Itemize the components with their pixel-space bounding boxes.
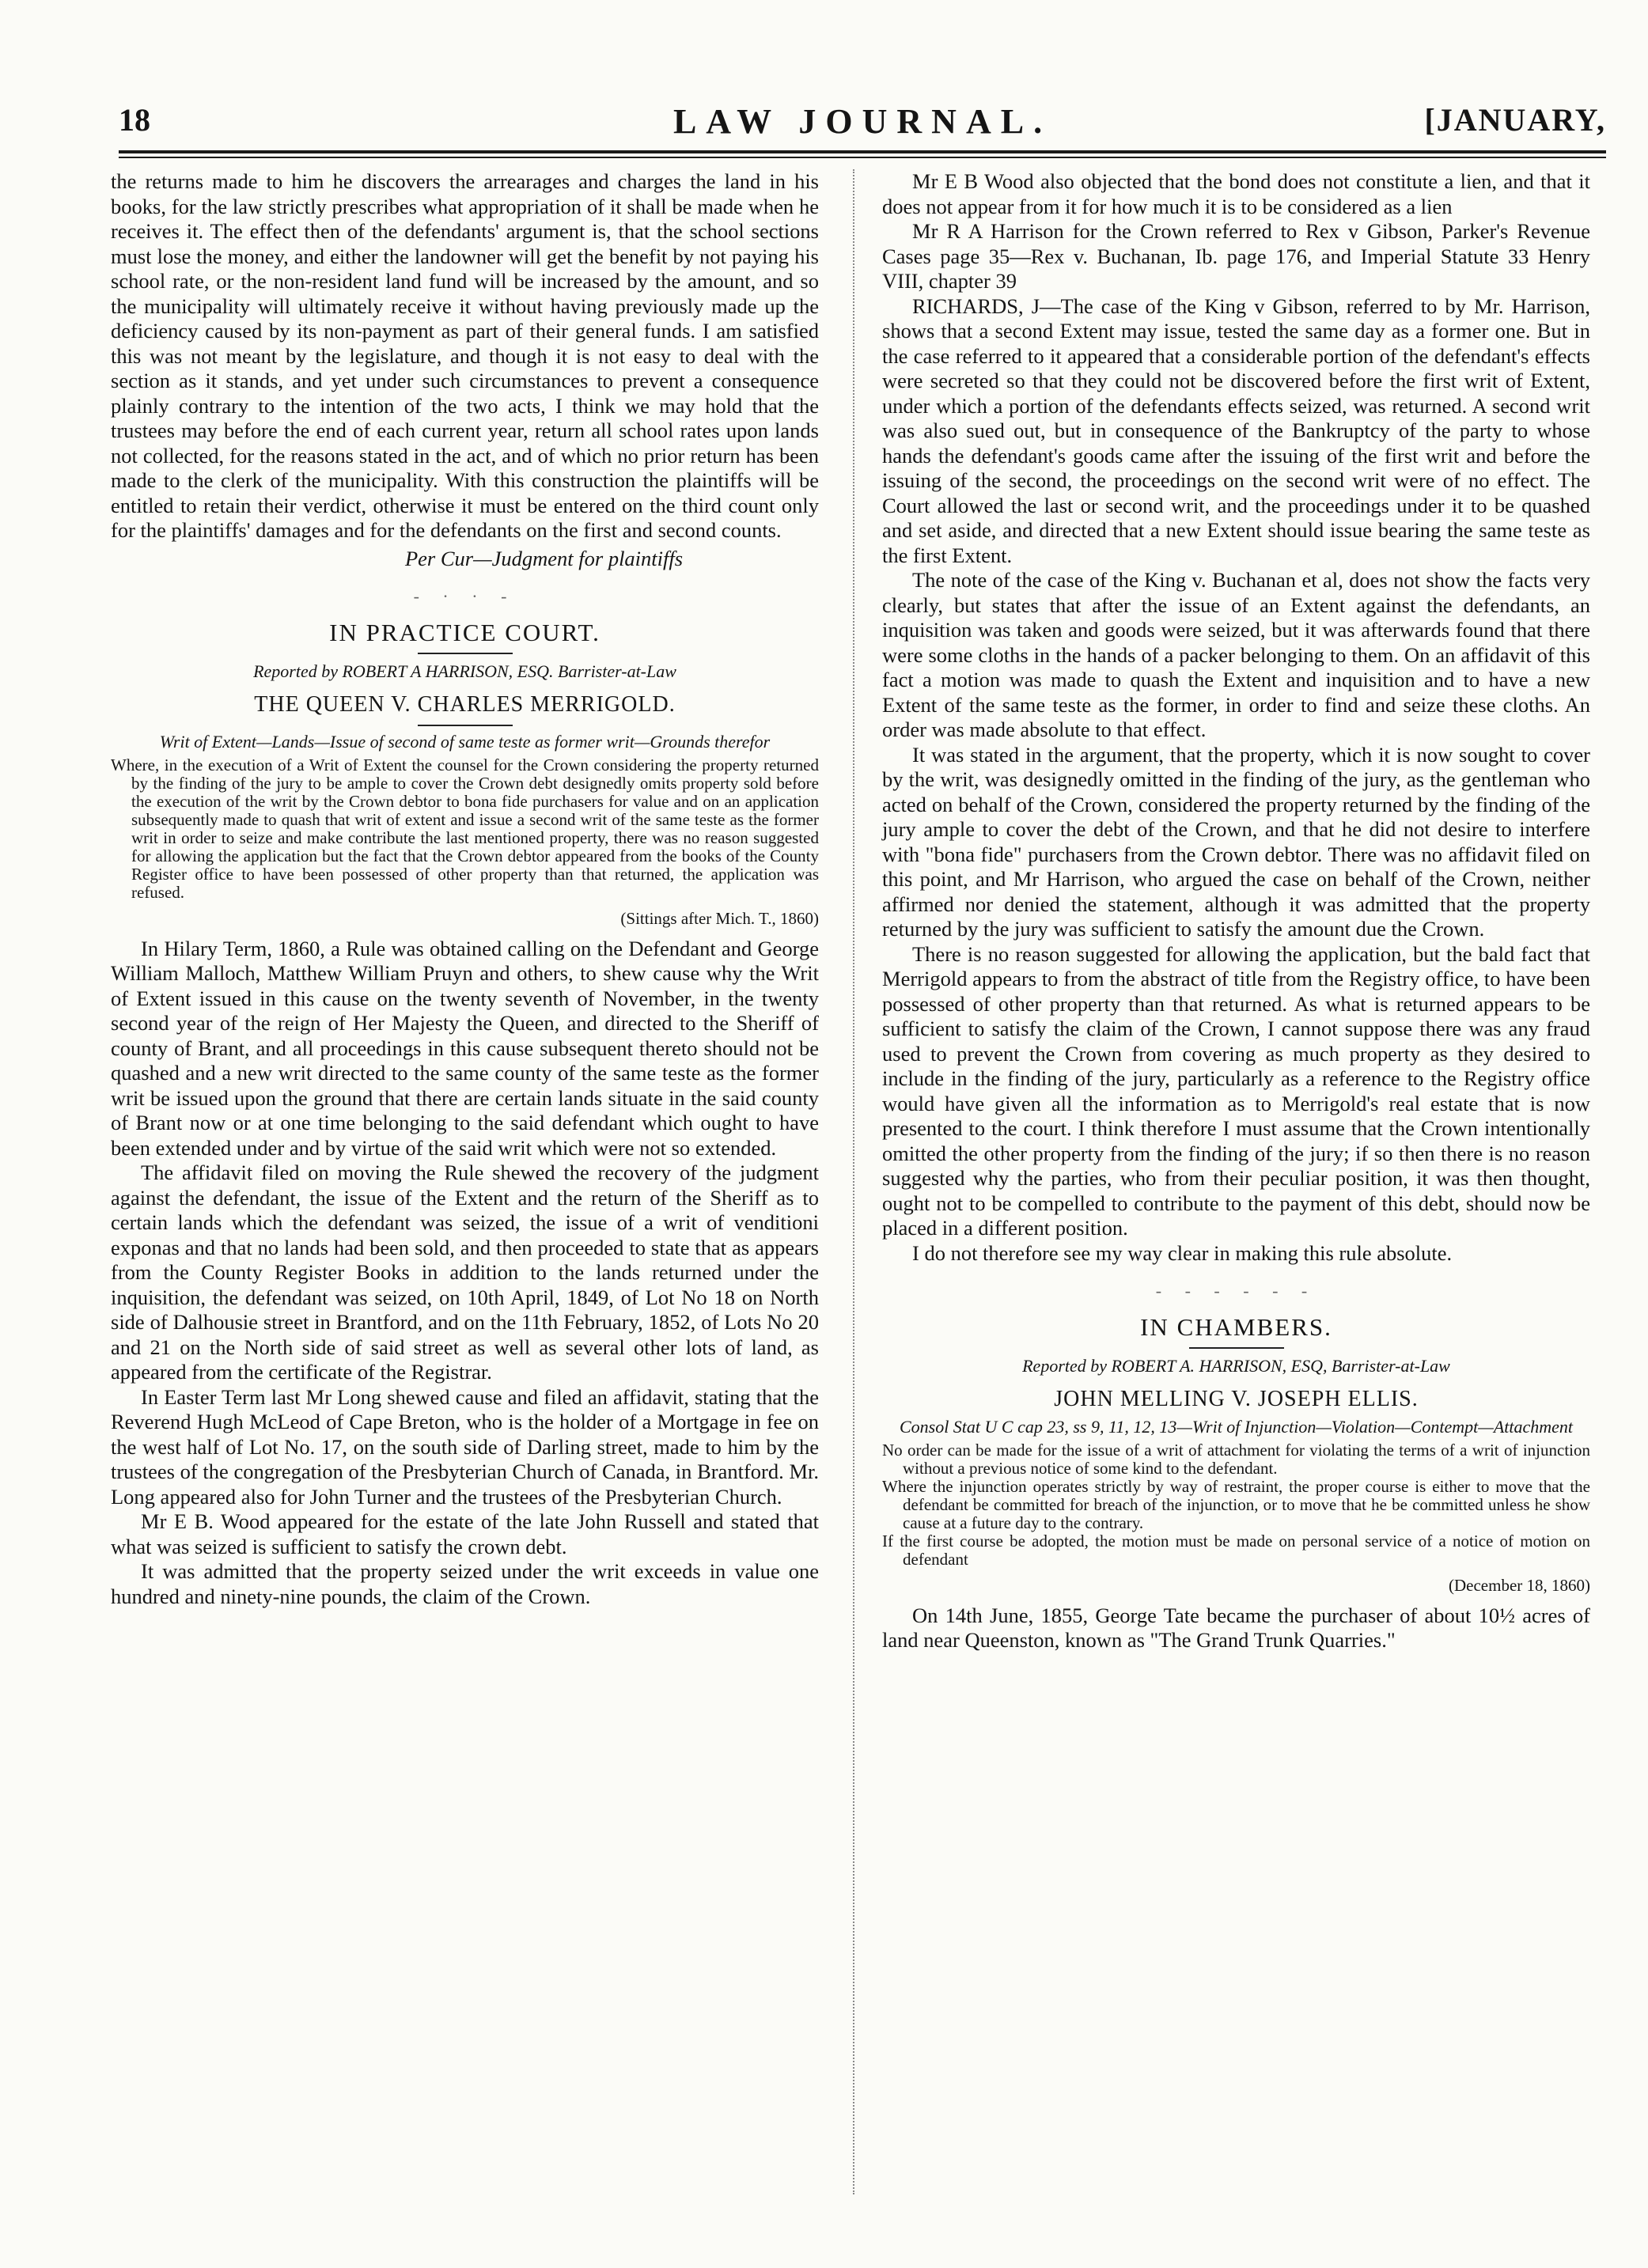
header-month: [JANUARY, xyxy=(1424,102,1606,138)
ornament-divider: - · · - xyxy=(413,586,517,606)
headnote: If the first course be adopted, the motion must be made on personal service of a notice of motion on defendant xyxy=(882,1532,1590,1569)
paragraph: Mr R A Harrison for the Crown referred to Rex v Gibson, Parker's Revenue Cases page 35—Rex v. Buchanan, Ib. page 176, and Imperial Statute 33 Henry VIII, chapter 39 xyxy=(882,219,1590,293)
paragraph: It was stated in the argument, that the property, which it is now sought to cover by the writ, was designedly omitted in the finding of the jury, as the gentleman who acted on behalf of the Crown, considered the property returned by the finding of the jury ample to cover the debt of the Crown, and that he did not desire to interfere with "bona fide" purchasers from the Crown debtor. There was no affidavit filed on this point, and Mr Harrison, who argued the case on behalf of the Crown, neither affirmed nor denied the statement, although it was admitted that the property returned by the jury was sufficient to satisfy the amount due the Crown. xyxy=(882,742,1590,941)
case-subject: Consol Stat U C cap 23, ss 9, 11, 12, 13—Writ of Injunction—Violation—Contempt—Attachment xyxy=(899,1417,1574,1437)
left-column xyxy=(111,169,819,1609)
reporter-line: Reported by ROBERT A. HARRISON, ESQ, Barrister-at-Law xyxy=(1022,1356,1450,1376)
sittings-date: (Sittings after Mich. T., 1860) xyxy=(620,909,819,928)
header-rule xyxy=(119,150,1606,153)
header-rule-thin xyxy=(119,157,1606,158)
right-column xyxy=(882,169,1590,1653)
case-subject: Writ of Extent—Lands—Issue of second of same teste as former writ—Grounds therefor xyxy=(159,732,771,752)
short-rule xyxy=(418,725,513,726)
paragraph: It was admitted that the property seized under the writ exceeds in value one hundred and ninety-nine pounds, the claim of the Crown. xyxy=(111,1559,819,1608)
paragraph: In Easter Term last Mr Long shewed cause and filed an affidavit, stating that the Reverend Hugh McLeod of Cape Breton, who is the holder of a Mortgage in fee on the west half of Lot No. 17, on the south side of Darling street, made to him by the trustees of the congregation of the Presbyterian Church of Canada, in Brantford. Mr. Long appeared also for John Turner and the trustees of the Presbyterian Church. xyxy=(111,1384,819,1509)
reporter-line: Reported by ROBERT A HARRISON, ESQ. Barrister-at-Law xyxy=(253,661,676,681)
short-rule xyxy=(1189,1347,1284,1349)
short-rule xyxy=(418,653,513,654)
chambers-heading: IN CHAMBERS. xyxy=(1140,1312,1332,1341)
paragraph: the returns made to him he discovers the arrearages and charges the land in his books, for the law strictly prescribes what appropriation of it shall be made when he receives it. The effect then of the defendants' argument is, that the school sections must lose the money, and either the landowner will get the benefit by not paying his school rate, or the non-resident land fund will be increased by the amount, and so the municipality will ultimately receive it without having previously made up the deficiency caused by its non-payment as part of their general funds. I am satisfied this was not meant by the legislature, and though it is not easy to deal with the section as it stands, and yet under such circumstances to prevent a consequence plainly contrary to the intention of the two acts, I think we may hold that the trustees may before the end of each current year, return all school rates upon lands not collected, for the reasons stated in the act, and of which no prior return has been made to the clerk of the municipality. With this construction the plaintiffs will be entitled to retain their verdict, otherwise it must be entered on the third count only for the plaintiffs' damages and for the defendants on the first and second counts. xyxy=(111,169,819,542)
per-curiam: Per Cur—Judgment for plaintiffs xyxy=(404,546,684,570)
journal-title: LAW JOURNAL. xyxy=(672,102,1052,141)
case-date: (December 18, 1860) xyxy=(1448,1576,1590,1595)
paragraph: RICHARDS, J—The case of the King v Gibson, referred to by Mr. Harrison, shows that a second Extent may issue, tested the same day as a former one. But in the case referred to it appeared that a considerable portion of the defendant's effects were secreted so that they could not be discovered before the first writ of Extent, under which a portion of the defendants effects seized, was returned. A second writ was also sued out, but in consequence of the Bankruptcy of the party to whose hands the defendant's goods came after the issuing of the first writ and before the issuing of the second, the proceedings on the second writ were of no effect. The Court allowed the last or second writ, and the proceedings under it to be quashed and set aside, and directed that a new Extent should issue bearing the same teste as the first Extent. xyxy=(882,293,1590,567)
paragraph: In Hilary Term, 1860, a Rule was obtained calling on the Defendant and George William Malloch, Matthew William Pruyn and others, to shew cause why the Writ of Extent issued in this cause on the twenty seventh of November, in the twenty second year of the reign of Her Majesty the Queen, and directed to the Sheriff of county of Brant, and all proceedings in this cause subsequent thereto should not be quashed and a new writ directed to the same county of the same teste as the former writ be issued upon the ground that there are certain lands situate in the said county of Brant now or at one time belonging to the said defendant which ought to have been extended under and by virtue of the said writ which were not so extended. xyxy=(111,936,819,1160)
headnote: No order can be made for the issue of a writ of attachment for violating the terms of a writ of injunction without a previous notice of some kind to the defendant. xyxy=(882,1441,1590,1478)
paragraph: The note of the case of the King v. Buchanan et al, does not show the facts very clearly, but states that after the issue of an Extent against the defendants, an inquisition was taken and goods were seized, but it was afterwards found that there were some cloths in the hands of a packer belonging to them. On an affidavit of this fact a motion was made to quash the Extent and inquisition and to have a new Extent of the same teste as the former, in order to find and seize these cloths. An order was made absolute to that effect. xyxy=(882,568,1590,741)
paragraph: Mr E B. Wood appeared for the estate of the late John Russell and stated that what was seized is sufficient to satisfy the crown debt. xyxy=(111,1509,819,1558)
column-divider xyxy=(853,169,855,2194)
headnote: Where, in the execution of a Writ of Extent the counsel for the Crown considering the property returned by the finding of the jury to be ample to cover the Crown debt designedly omits property sold before the execution of the writ by the Crown debtor to bona fide purchasers for value and on an application subsequently made to quash that writ of extent and issue a second writ of the same teste as the former writ in order to seize and make contribute the last mentioned property, there was no reason suggested for allowing the application but the fact that the Crown debtor appeared from the books of the County Register office to have been possessed of other property than that returned, the application was refused. xyxy=(111,755,819,902)
case-title: JOHN MELLING V. JOSEPH ELLIS. xyxy=(1054,1386,1419,1411)
court-heading: IN PRACTICE COURT. xyxy=(329,618,600,646)
paragraph: On 14th June, 1855, George Tate became the purchaser of about 10½ acres of land near Queenston, known as "The Grand Trunk Quarries." xyxy=(882,1603,1590,1652)
page-header xyxy=(119,101,1606,149)
paragraph: I do not therefore see my way clear in making this rule absolute. xyxy=(912,1240,1453,1265)
ornament-divider: - - - - - - xyxy=(1155,1281,1317,1301)
paragraph: Mr E B Wood also objected that the bond does not constitute a lien, and that it does not appear from it for how much it is to be considered as a lien xyxy=(882,169,1590,218)
case-title: THE QUEEN V. CHARLES MERRIGOLD. xyxy=(254,691,676,717)
headnote: Where the injunction operates strictly by way of restraint, the proper course is either to move that the defendant be committed for breach of the injunction, or to move that he be committed unless he show cause at a future day to the contrary. xyxy=(882,1477,1590,1532)
paragraph: There is no reason suggested for allowing the application, but the bald fact that Merrigold appears to from the abstract of title from the Registry office, to have been possessed of other property than that returned. As what is returned appears to be sufficient to satisfy the claim of the Crown, I cannot suppose there was any fraud used to prevent the Crown from covering as much property as they desired to include in the finding of the jury, particularly as a reference to the Registry office would have given all the information as to Merrigold's real estate that is now presented to the court. I think therefore I must assume that the Crown intentionally omitted the other property from the finding of the jury; if so then there is no reason suggested why the parties, who from their peculiar position, it was then thought, ought not to be compelled to contribute to the payment of this debt, should now be placed in a different position. xyxy=(882,941,1590,1240)
page-number: 18 xyxy=(119,102,150,138)
paragraph: The affidavit filed on moving the Rule shewed the recovery of the judgment against the defendant, the issue of the Extent and the return of the Sheriff as to certain lands which the defendant was seized, the issue of a writ of venditioni exponas and that no lands had been sold, and then proceeded to state that as appears from the County Register Books in addition to the lands returned under the inquisition, the defendant was seized, on 10th April, 1849, of Lot No 18 on North side of Dalhousie street in Brantford, and on the 11th February, 1852, of Lots No 20 and 21 on the North side of said street as well as several other lots of land, as appeared from the certificate of the Registrar. xyxy=(111,1161,819,1384)
